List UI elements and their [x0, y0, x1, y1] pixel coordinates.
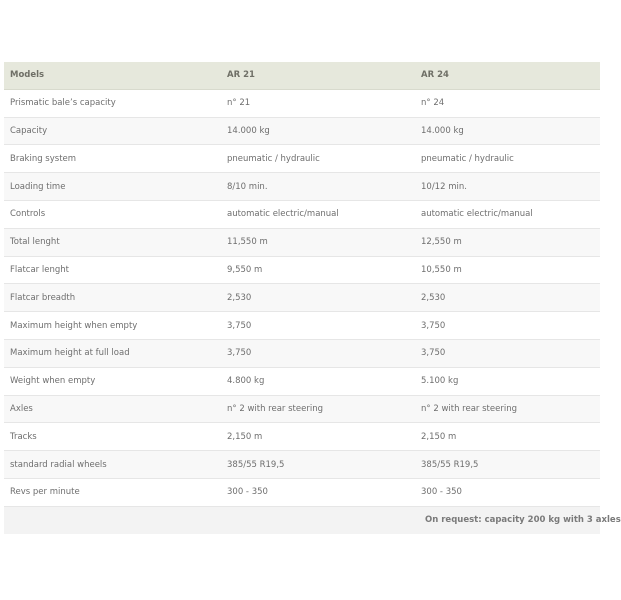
row-label: Total lenght — [4, 228, 221, 256]
ar24-value: 3,750 — [415, 312, 600, 340]
ar24-value: n° 2 with rear steering — [415, 395, 600, 423]
row-label: Maximum height when empty — [4, 312, 221, 340]
ar21-value: 4.800 kg — [221, 367, 415, 395]
row-label: Controls — [4, 200, 221, 228]
footer-note: On request: capacity 200 kg with 3 axles — [415, 506, 600, 533]
table-row — [4, 367, 600, 395]
ar21-value: 2,150 m — [221, 423, 415, 451]
ar24-value: pneumatic / hydraulic — [415, 145, 600, 173]
table-row — [4, 284, 600, 312]
ar24-value: 300 - 350 — [415, 478, 600, 506]
ar21-value: n° 21 — [221, 89, 415, 117]
ar21-value: 300 - 350 — [221, 478, 415, 506]
row-label: Flatcar lenght — [4, 256, 221, 284]
table-row — [4, 339, 600, 367]
row-label: Loading time — [4, 173, 221, 201]
ar21-value: 3,750 — [221, 339, 415, 367]
table-row — [4, 173, 600, 201]
row-label: Revs per minute — [4, 478, 221, 506]
table-row — [4, 89, 600, 117]
table-row — [4, 228, 600, 256]
ar24-value: 12,550 m — [415, 228, 600, 256]
ar24-value: 10/12 min. — [415, 173, 600, 201]
table-row — [4, 145, 600, 173]
specifications-table — [4, 62, 621, 534]
table-header-row — [4, 62, 600, 89]
ar24-value: 10,550 m — [415, 256, 600, 284]
ar21-value: automatic electric/manual — [221, 200, 415, 228]
ar24-value: 2,530 — [415, 284, 600, 312]
row-label: Capacity — [4, 117, 221, 145]
ar24-value: automatic electric/manual — [415, 200, 600, 228]
ar21-value: 2,530 — [221, 284, 415, 312]
ar24-value: 5.100 kg — [415, 367, 600, 395]
header-ar21: AR 21 — [221, 62, 415, 89]
table-row — [4, 117, 600, 145]
ar21-value: 11,550 m — [221, 228, 415, 256]
table-body — [4, 89, 600, 506]
table-row — [4, 451, 600, 479]
footer-empty-cell — [4, 506, 221, 533]
ar21-value: 3,750 — [221, 312, 415, 340]
row-label: Weight when empty — [4, 367, 221, 395]
ar21-value: 14.000 kg — [221, 117, 415, 145]
ar24-value: 2,150 m — [415, 423, 600, 451]
footer-empty-cell — [221, 506, 415, 533]
row-label: Tracks — [4, 423, 221, 451]
row-label: Flatcar breadth — [4, 284, 221, 312]
table-row — [4, 423, 600, 451]
ar24-value: 3,750 — [415, 339, 600, 367]
table-row — [4, 395, 600, 423]
ar21-value: 8/10 min. — [221, 173, 415, 201]
table-row — [4, 478, 600, 506]
header-models: Models — [4, 62, 221, 89]
ar21-value: pneumatic / hydraulic — [221, 145, 415, 173]
ar24-value: n° 24 — [415, 89, 600, 117]
table-footer-row — [4, 506, 600, 533]
ar21-value: n° 2 with rear steering — [221, 395, 415, 423]
row-label: Maximum height at full load — [4, 339, 221, 367]
row-label: standard radial wheels — [4, 451, 221, 479]
header-ar24: AR 24 — [415, 62, 600, 89]
ar24-value: 14.000 kg — [415, 117, 600, 145]
ar21-value: 9,550 m — [221, 256, 415, 284]
ar24-value: 385/55 R19,5 — [415, 451, 600, 479]
row-label: Axles — [4, 395, 221, 423]
table-row — [4, 200, 600, 228]
table-row — [4, 312, 600, 340]
ar21-value: 385/55 R19,5 — [221, 451, 415, 479]
table-row — [4, 256, 600, 284]
row-label: Prismatic bale’s capacity — [4, 89, 221, 117]
row-label: Braking system — [4, 145, 221, 173]
